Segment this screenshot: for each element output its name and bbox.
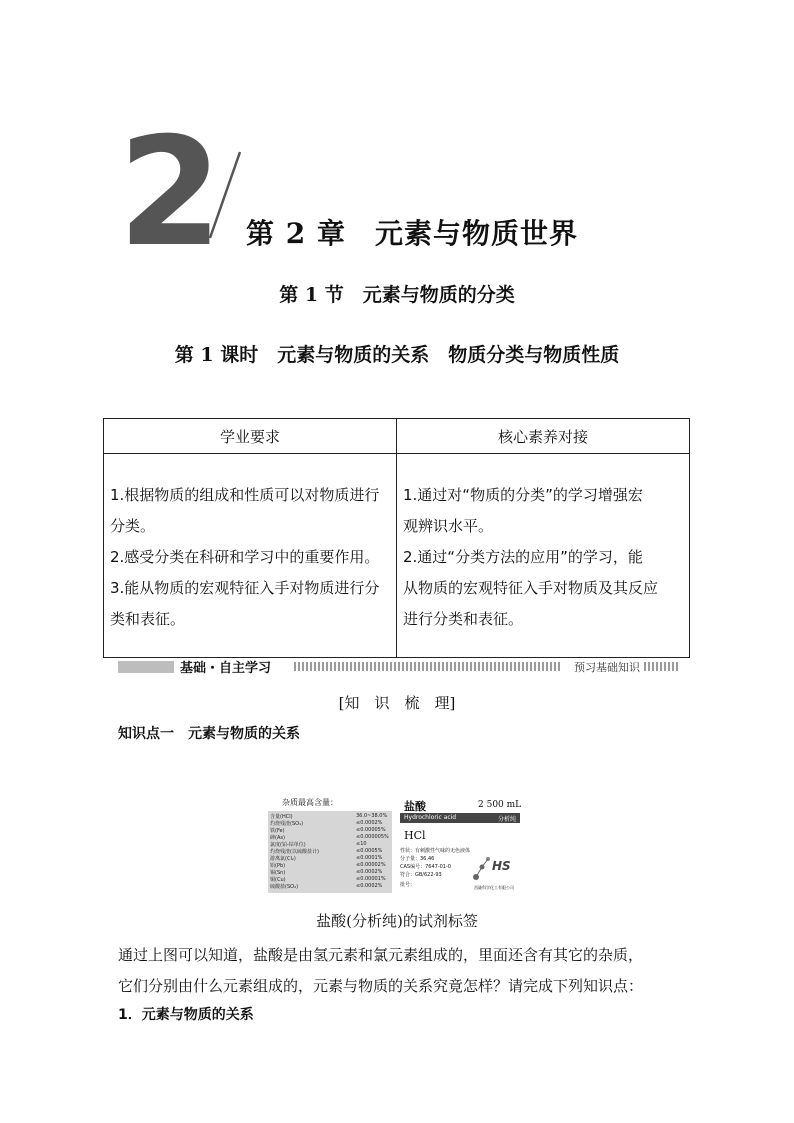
impurity-title: 杂质最高含量： (282, 798, 338, 807)
figure-caption: 盐酸(分析纯)的试剂标签 (316, 912, 478, 930)
list-item-heading: 1．元素与物质的关系 (118, 1007, 254, 1023)
banner-right-text: 预习基础知识 (574, 661, 640, 674)
impurity-name: 游离氯(Cl₂) (270, 856, 296, 862)
competency-line: 从物质的宏观特征入手对物质及其反应 (403, 579, 659, 597)
impurity-value: 36.0~38.0% (356, 813, 388, 819)
body-line: 它们分别由什么元素组成的，元素与物质的关系究竟怎样？请完成下列知识点： (118, 977, 644, 995)
impurity-value: ≤10 (356, 841, 367, 847)
impurity-name: 砷(As) (270, 835, 285, 841)
impurity-value: ≤0.0002% (356, 820, 383, 826)
reagent-grade: 分析纯 (497, 816, 516, 823)
requirement-line: 类和表征。 (110, 610, 186, 628)
body-line: 通过上图可以知道，盐酸是由氢元素和氯元素组成的，里面还含有其它的杂质， (118, 946, 644, 964)
reagent-batch: 批号： (400, 882, 416, 888)
requirement-line: 2.感受分类在科研和学习中的重要作用。 (110, 548, 380, 566)
knowledge-point-heading: 知识点一 元素与物质的关系 (118, 726, 300, 742)
requirements-table (103, 418, 690, 658)
banner-left-bar (118, 661, 174, 673)
impurity-name: 含量(HCl) (270, 814, 293, 820)
impurity-name: 灼烧残渣(以硫酸盐计) (270, 849, 319, 855)
impurity-value: ≤0.0002% (356, 883, 383, 889)
impurity-name: 铜(Cu) (270, 877, 286, 883)
maker-name: 西陇科学化工有限公司 (474, 885, 514, 890)
impurity-name: 硫酸盐(SO₄) (270, 884, 299, 890)
impurity-value: ≤0.0002% (356, 869, 383, 875)
impurity-value: ≤0.00001% (356, 876, 386, 882)
product-panel (400, 795, 523, 895)
requirement-line: 1.根据物质的组成和性质可以对物质进行 (110, 486, 380, 504)
table-header-requirements: 学业要求 (104, 419, 397, 454)
maker-logo: HS (492, 859, 511, 873)
banner-stripe (294, 662, 560, 671)
reagent-english-name: Hydrochloric acid (404, 814, 457, 821)
chapter-number: 2 (118, 106, 219, 280)
reagent-property: 性状：有刺激性气味的无色液体 (400, 848, 471, 854)
impurity-value: ≤0.00002% (356, 862, 386, 868)
competency-line: 进行分类和表征。 (403, 610, 524, 628)
impurity-value: ≤0.00005% (356, 827, 386, 833)
molecule-icon (472, 855, 492, 883)
requirement-line: 分类。 (110, 517, 156, 535)
impurity-value: ≤0.000005% (356, 834, 389, 840)
competency-line: 观辨识水平。 (403, 517, 494, 535)
competencies-cell (397, 454, 690, 658)
section-title: 第 1 节 元素与物质的分类 (279, 284, 515, 306)
impurity-name: 氯度(铂-钴单位) (270, 842, 306, 848)
requirements-cell (104, 454, 397, 658)
reagent-cas: CAS编号：7647-01-0 (400, 864, 451, 870)
lesson-title: 第 1 课时 元素与物质的关系 物质分类与物质性质 (174, 344, 620, 366)
reagent-name-bar (400, 813, 520, 823)
impurity-value: ≤0.0001% (356, 855, 383, 861)
competency-line: 2.通过“分类方法的应用”的学习，能 (403, 548, 643, 566)
reagent-label-image (268, 795, 523, 895)
banner-right-stripe (644, 662, 680, 671)
chapter-title: 第 2 章 元素与物质世界 (246, 217, 578, 250)
impurity-list (268, 811, 392, 893)
impurity-name: 铅(Pb) (270, 863, 286, 869)
section-banner (118, 657, 680, 677)
impurity-value: ≤0.0005% (356, 848, 383, 854)
impurity-name: 锡(Sn) (270, 870, 286, 876)
reagent-code: 符合：GB/622-93 (400, 872, 442, 878)
impurity-name: 铁(Fe) (270, 828, 285, 834)
requirement-line: 3.能从物质的宏观特征入手对物质进行分 (110, 579, 380, 597)
knowledge-sort-heading: [知 识 梳 理] (338, 694, 456, 712)
body-paragraph (118, 940, 688, 1002)
reagent-name: 盐酸 (404, 800, 426, 813)
impurity-panel (268, 795, 392, 895)
competency-line: 1.通过对“物质的分类”的学习增强宏 (403, 486, 643, 504)
table-header-competencies: 核心素养对接 (397, 419, 690, 454)
reagent-volume: 2 500 mL (478, 800, 522, 810)
reagent-formula: HCl (404, 829, 426, 842)
reagent-mw: 分子量：36.46 (400, 856, 435, 862)
banner-title: 基础・自主学习 (180, 661, 272, 676)
impurity-name: 灼烧残渣(SO₄) (270, 821, 304, 827)
